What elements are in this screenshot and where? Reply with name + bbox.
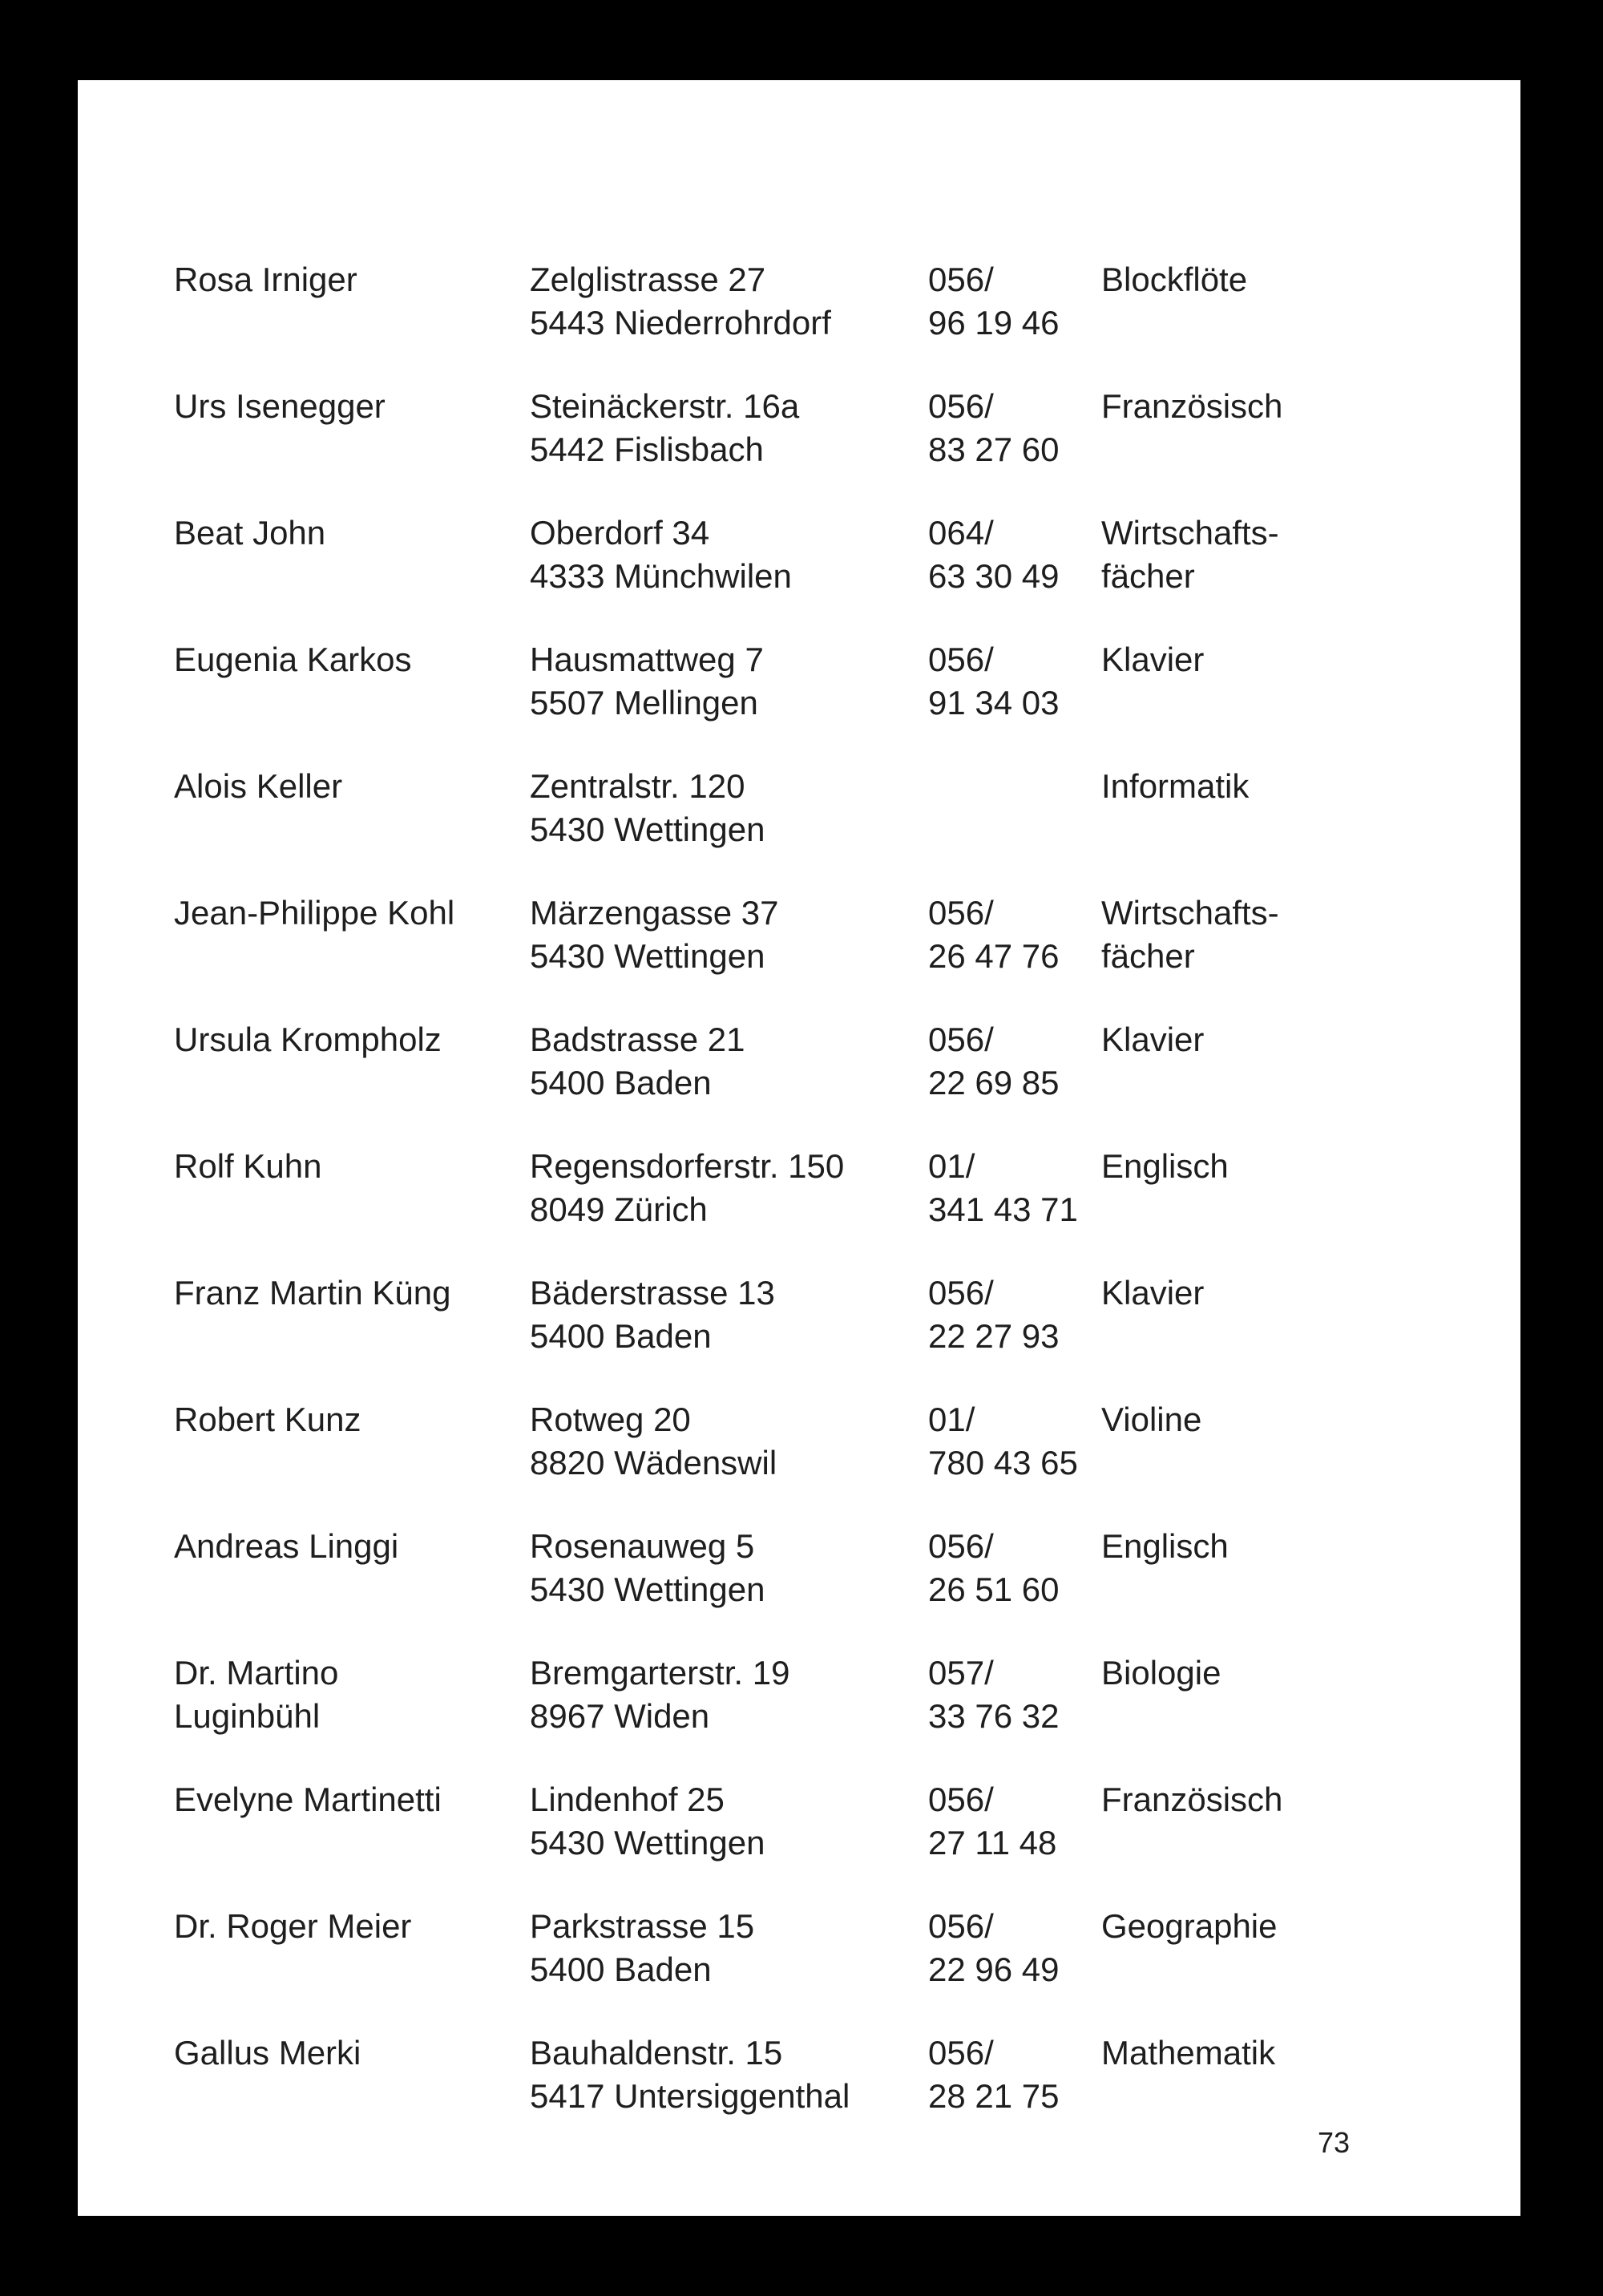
entry-subject: Mathematik — [1101, 2034, 1276, 2072]
entry-name: Rosa Irniger — [174, 261, 357, 298]
entry-subject: Klavier — [1101, 1274, 1205, 1312]
entry-subject: Wirtschafts- fächer — [1101, 894, 1279, 975]
entry-subject: Klavier — [1101, 1021, 1205, 1058]
entry-subject: Violine — [1101, 1401, 1202, 1438]
directory-entry — [174, 1018, 1424, 1145]
entry-name: Eugenia Karkos — [174, 641, 412, 678]
entry-name: Dr. Martino Luginbühl — [174, 1654, 339, 1735]
entry-phone: 056/ 83 27 60 — [928, 387, 1060, 468]
directory-entry — [174, 1271, 1424, 1398]
entry-phone: 056/ 28 21 75 — [928, 2034, 1060, 2115]
directory-entry — [174, 765, 1424, 891]
directory-entry — [174, 385, 1424, 511]
entry-address: Badstrasse 21 5400 Baden — [530, 1021, 745, 1102]
entry-address: Hausmattweg 7 5507 Mellingen — [530, 641, 764, 722]
entry-phone: 01/ 780 43 65 — [928, 1401, 1078, 1481]
entry-address: Parkstrasse 15 5400 Baden — [530, 1907, 755, 1988]
entry-address: Zelglistrasse 27 5443 Niederrohrdorf — [530, 261, 831, 342]
entry-phone: 056/ 26 51 60 — [928, 1527, 1060, 1608]
entry-subject: Französisch — [1101, 1781, 1283, 1818]
entry-address: Märzengasse 37 5430 Wettingen — [530, 894, 779, 975]
teacher-directory — [174, 258, 1424, 2158]
entry-name: Dr. Roger Meier — [174, 1907, 412, 1945]
entry-name: Ursula Krompholz — [174, 1021, 442, 1058]
entry-address: Rosenauweg 5 5430 Wettingen — [530, 1527, 765, 1608]
page-number: 73 — [1318, 2126, 1351, 2159]
entry-subject: Biologie — [1101, 1654, 1221, 1692]
entry-name: Urs Isenegger — [174, 387, 386, 425]
entry-address: Rotweg 20 8820 Wädenswil — [530, 1401, 777, 1481]
directory-entry — [174, 1525, 1424, 1651]
directory-entry — [174, 511, 1424, 638]
document-page — [78, 80, 1520, 2216]
entry-name: Franz Martin Küng — [174, 1274, 451, 1312]
entry-address: Zentralstr. 120 5430 Wettingen — [530, 767, 765, 848]
entry-subject: Blockflöte — [1101, 261, 1248, 298]
entry-subject: Wirtschafts- fächer — [1101, 514, 1279, 595]
entry-subject: Klavier — [1101, 641, 1205, 678]
directory-entry — [174, 1778, 1424, 1905]
entry-phone: 056/ 22 27 93 — [928, 1274, 1060, 1355]
entry-phone: 056/ 91 34 03 — [928, 641, 1060, 722]
entry-name: Andreas Linggi — [174, 1527, 399, 1565]
entry-subject: Geographie — [1101, 1907, 1278, 1945]
directory-entry — [174, 1398, 1424, 1525]
directory-entry — [174, 891, 1424, 1018]
entry-phone: 056/ 22 96 49 — [928, 1907, 1060, 1988]
directory-entry — [174, 1905, 1424, 2031]
entry-address: Regensdorferstr. 150 8049 Zürich — [530, 1147, 845, 1228]
entry-subject: Informatik — [1101, 767, 1250, 805]
entry-phone: 064/ 63 30 49 — [928, 514, 1060, 595]
entry-address: Bäderstrasse 13 5400 Baden — [530, 1274, 775, 1355]
entry-name: Beat John — [174, 514, 326, 552]
entry-phone: 057/ 33 76 32 — [928, 1654, 1060, 1735]
entry-name: Gallus Merki — [174, 2034, 361, 2072]
entry-name: Alois Keller — [174, 767, 343, 805]
entry-phone: 056/ 27 11 48 — [928, 1781, 1057, 1861]
entry-name: Evelyne Martinetti — [174, 1781, 442, 1818]
directory-entry — [174, 258, 1424, 385]
entry-name: Robert Kunz — [174, 1401, 361, 1438]
directory-entry — [174, 638, 1424, 765]
directory-entry — [174, 1651, 1424, 1778]
entry-subject: Englisch — [1101, 1527, 1229, 1565]
entry-name: Jean-Philippe Kohl — [174, 894, 455, 932]
entry-subject: Englisch — [1101, 1147, 1229, 1185]
directory-entry — [174, 2031, 1424, 2158]
entry-phone: 056/ 26 47 76 — [928, 894, 1060, 975]
entry-name: Rolf Kuhn — [174, 1147, 322, 1185]
entry-phone: 01/ 341 43 71 — [928, 1147, 1078, 1228]
entry-subject: Französisch — [1101, 387, 1283, 425]
entry-address: Oberdorf 34 4333 Münchwilen — [530, 514, 792, 595]
entry-address: Bauhaldenstr. 15 5417 Untersiggenthal — [530, 2034, 850, 2115]
entry-address: Steinäckerstr. 16a 5442 Fislisbach — [530, 387, 800, 468]
entry-address: Lindenhof 25 5430 Wettingen — [530, 1781, 765, 1861]
entry-address: Bremgarterstr. 19 8967 Widen — [530, 1654, 790, 1735]
entry-phone: 056/ 96 19 46 — [928, 261, 1060, 342]
directory-entry — [174, 1145, 1424, 1271]
entry-phone: 056/ 22 69 85 — [928, 1021, 1060, 1102]
